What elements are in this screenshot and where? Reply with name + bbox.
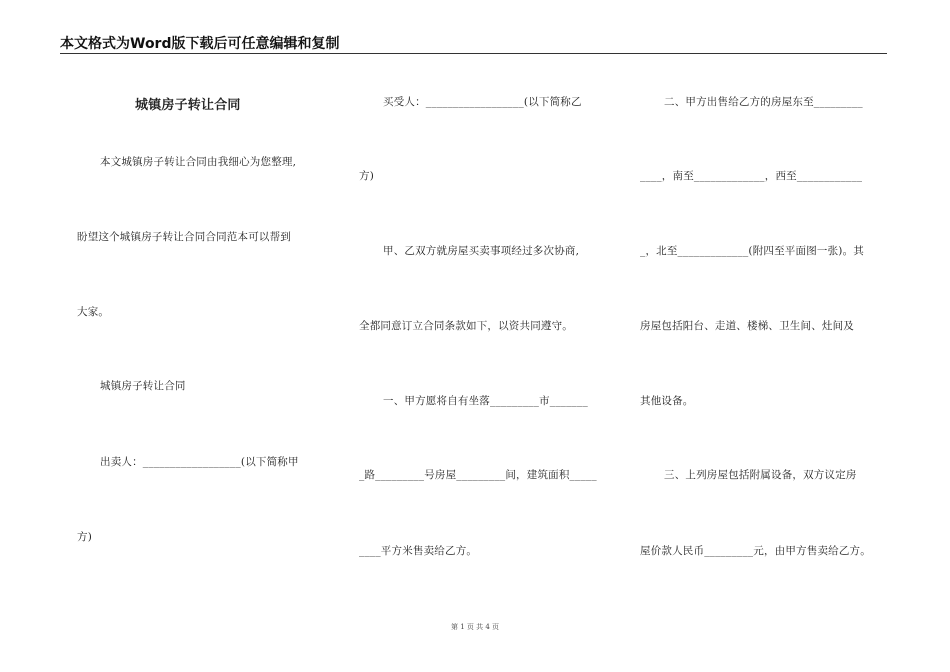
paragraph-line: 方) bbox=[359, 170, 374, 182]
paragraph-line: 其他设备。 bbox=[640, 395, 694, 407]
paragraph-line: 盼望这个城镇房子转让合同合同范本可以帮到 bbox=[77, 231, 291, 243]
section-heading: 城镇房子转让合同 bbox=[100, 380, 186, 392]
paragraph-line: ____平方米售卖给乙方。 bbox=[359, 545, 478, 557]
page-indicator: 第 1 页 共 4 页 bbox=[450, 623, 500, 631]
paragraph-line: 房屋包括阳台、走道、楼梯、卫生间、灶间及 bbox=[640, 320, 854, 332]
paragraph-line: _路_________号房屋_________间，建筑面积_____ bbox=[359, 469, 597, 481]
paragraph-line: 大家。 bbox=[77, 306, 110, 318]
paragraph-line: 一、甲方愿将自有坐落_________市_______ bbox=[383, 395, 588, 407]
format-banner: 本文格式为Word版下载后可任意编辑和复制 bbox=[60, 36, 340, 52]
paragraph-line: 方) bbox=[77, 531, 92, 543]
paragraph-line: 三、上列房屋包括附属设备，双方议定房 bbox=[664, 469, 857, 481]
paragraph-line: _，北至_____________(附四至平面图一张)。其 bbox=[640, 245, 864, 257]
paragraph-line: ____，南至_____________，西至____________ bbox=[640, 170, 863, 182]
header-divider bbox=[60, 53, 887, 54]
paragraph-line: 买受人：__________________(以下简称乙 bbox=[383, 96, 582, 108]
paragraph-line: 屋价款人民币_________元，由甲方售卖给乙方。 bbox=[640, 545, 871, 557]
paragraph-line: 全都同意订立合同条款如下，以资共同遵守。 bbox=[359, 320, 573, 332]
paragraph-line: 出卖人：__________________(以下简称甲 bbox=[100, 456, 299, 468]
paragraph-line: 本文城镇房子转让合同由我细心为您整理, bbox=[100, 156, 297, 168]
document-title: 城镇房子转让合同 bbox=[135, 98, 241, 113]
paragraph-line: 甲、乙双方就房屋买卖事项经过多次协商, bbox=[383, 245, 580, 257]
paragraph-line: 二、甲方出售给乙方的房屋东至_________ bbox=[664, 96, 863, 108]
